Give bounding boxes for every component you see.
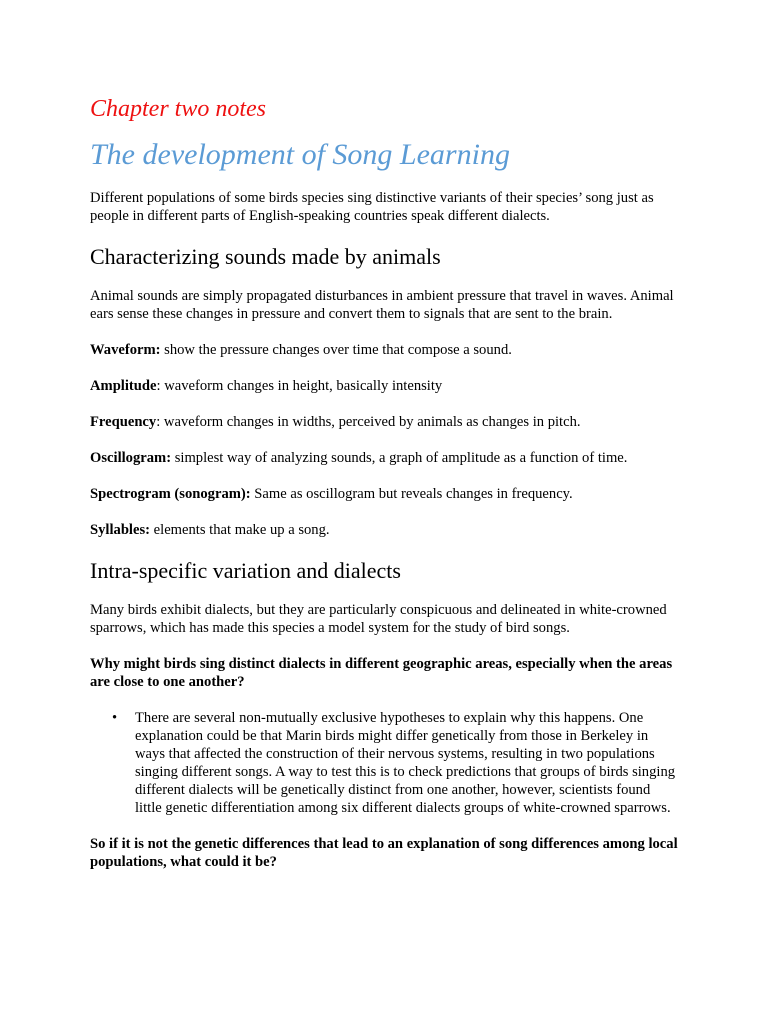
section-heading-sounds: Characterizing sounds made by animals — [90, 244, 441, 269]
chapter-label: Chapter two notes — [90, 96, 267, 122]
definition-term: Amplitude — [90, 378, 157, 394]
definition-term: Syllables: — [90, 522, 151, 538]
definition-term: Frequency — [90, 414, 157, 430]
bullet-list — [90, 709, 680, 817]
definition-spectrogram — [90, 485, 680, 503]
dialects-paragraph: Many birds exhibit dialects, but they are particularly conspicuous and delineated in white-crowned sparrows, which has made this species a model system for the study of bird songs. — [90, 602, 667, 636]
definition-term: Spectrogram (sonogram): — [90, 486, 251, 502]
definition-term: Waveform: — [90, 342, 161, 358]
definition-text: elements that make up a song. — [150, 522, 330, 538]
definition-term: Oscillogram: — [90, 450, 172, 466]
definition-text: : waveform changes in widths, perceived by animals as changes in pitch. — [156, 414, 581, 430]
document-page — [90, 94, 680, 889]
bullet-icon: • — [112, 710, 118, 726]
definition-text: simplest way of analyzing sounds, a graph of amplitude as a function of time. — [171, 450, 628, 466]
list-item — [90, 709, 680, 817]
definition-syllables — [90, 521, 680, 539]
definition-waveform — [90, 341, 680, 359]
question-dialects: Why might birds sing distinct dialects in different geographic areas, especially when the areas are close to one another? — [90, 656, 673, 690]
definition-text: show the pressure changes over time that compose a sound. — [160, 342, 512, 358]
definition-frequency — [90, 413, 680, 431]
question-explanation: So if it is not the genetic differences that lead to an explanation of song differences among local populations, what could it be? — [90, 836, 678, 870]
section-heading-dialects: Intra-specific variation and dialects — [90, 558, 401, 583]
definition-amplitude — [90, 377, 680, 395]
sounds-paragraph: Animal sounds are simply propagated disturbances in ambient pressure that travel in waves. Animal ears sense these changes in pressure and convert them to signals that are sent to the brain. — [90, 288, 674, 322]
intro-paragraph: Different populations of some birds species sing distinctive variants of their species’ song just as people in different parts of English-speaking countries speak different dialects. — [90, 190, 654, 224]
document-title: The development of Song Learning — [90, 138, 510, 171]
definition-text: Same as oscillogram but reveals changes in frequency. — [250, 486, 573, 502]
list-item-text: There are several non-mutually exclusive hypotheses to explain why this happens. One explanation could be that Marin birds might differ genetically from those in Berkeley in ways that affected the construction of their nervous systems, resulting in two populations singing different songs. A way to test this is to check predictions that groups of birds singing different dialects will be genetically distinct from one another, however, scientists found little genetic differentiation among six different dialects groups of white-crowned sparrows. — [135, 710, 676, 816]
definition-text: : waveform changes in height, basically intensity — [156, 378, 443, 394]
definition-oscillogram — [90, 449, 680, 467]
